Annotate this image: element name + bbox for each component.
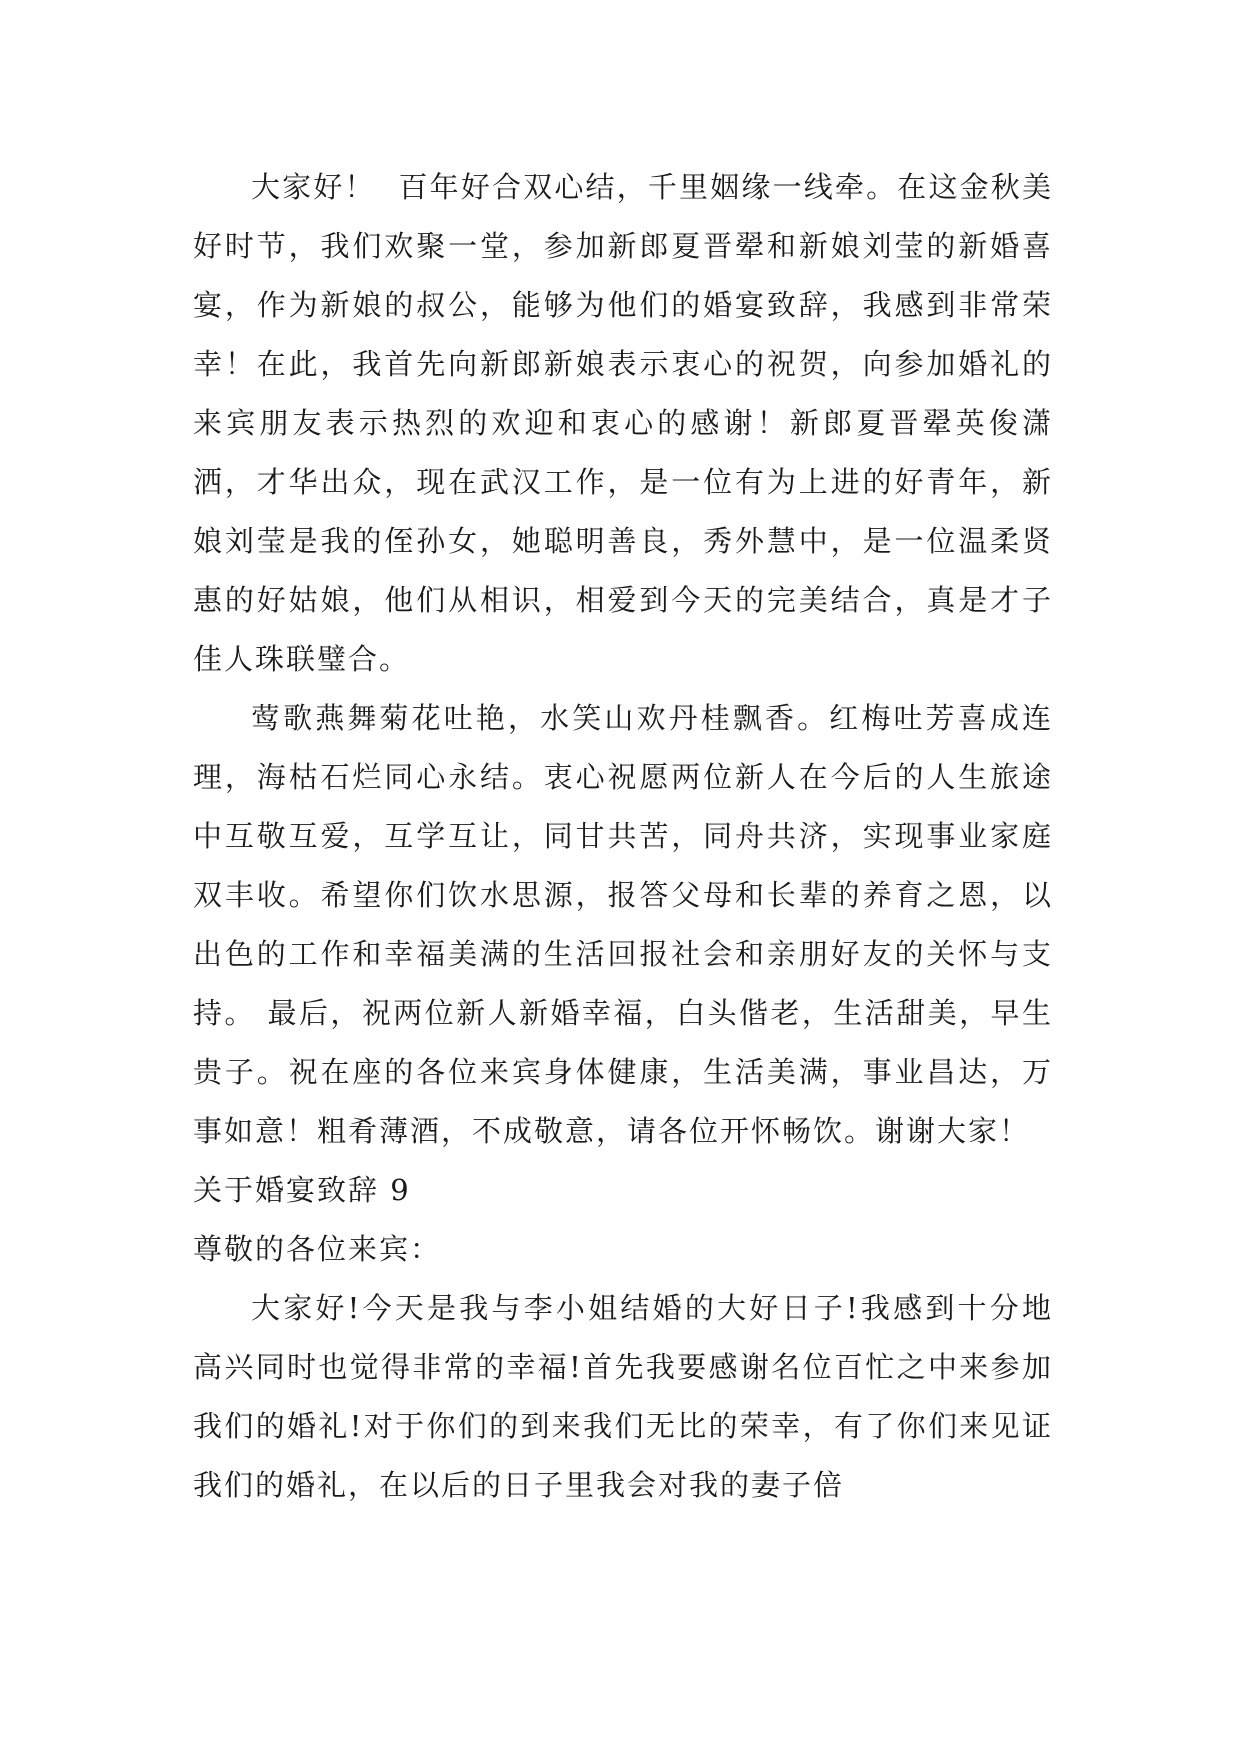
document-body [193,158,1053,1515]
section-heading: 关于婚宴致辞 9 [193,1173,411,1207]
salutation: 尊敬的各位来宾： [193,1232,442,1266]
speech-paragraph-2: 莺歌燕舞菊花吐艳，水笑山欢丹桂飘香。红梅吐芳喜成连理，海枯石烂同心永结。衷心祝愿两位新人在今后的人生旅途中互敬互爱，互学互让，同甘共苦，同舟共济，实现事业家庭双丰收。希望你们饮水思源，报答父母和长辈的养育之恩，以出色的工作和幸福美满的生活回报社会和亲朋好友的关怀与支持。 最后，祝两位新人新婚幸福，白头偕老，生活甜美，早生贵子。祝在座的各位来宾身体健康，生活美满，事业昌达，万事如意！粗肴薄酒，不成敬意，请各位开怀畅饮。谢谢大家！ [193,701,1053,1148]
speech-paragraph-1: 大家好！ 百年好合双心结，千里姻缘一线牵。在这金秋美好时节，我们欢聚一堂，参加新郎夏晋翚和新娘刘莹的新婚喜宴，作为新娘的叔公，能够为他们的婚宴致辞，我感到非常荣幸！在此，我首先向新郎新娘表示衷心的祝贺，向参加婚礼的来宾朋友表示热烈的欢迎和衷心的感谢！新郎夏晋翚英俊潇洒，才华出众，现在武汉工作，是一位有为上进的好青年，新娘刘莹是我的侄孙女，她聪明善良，秀外慧中，是一位温柔贤惠的好姑娘，他们从相识，相爱到今天的完美结合，真是才子佳人珠联璧合。 [193,170,1053,676]
speech-paragraph-3: 大家好!今天是我与李小姐结婚的大好日子!我感到十分地高兴同时也觉得非常的幸福!首先我要感谢名位百忙之中来参加我们的婚礼!对于你们的到来我们无比的荣幸，有了你们来见证我们的婚礼，在以后的日子里我会对我的妻子倍 [193,1291,1053,1502]
